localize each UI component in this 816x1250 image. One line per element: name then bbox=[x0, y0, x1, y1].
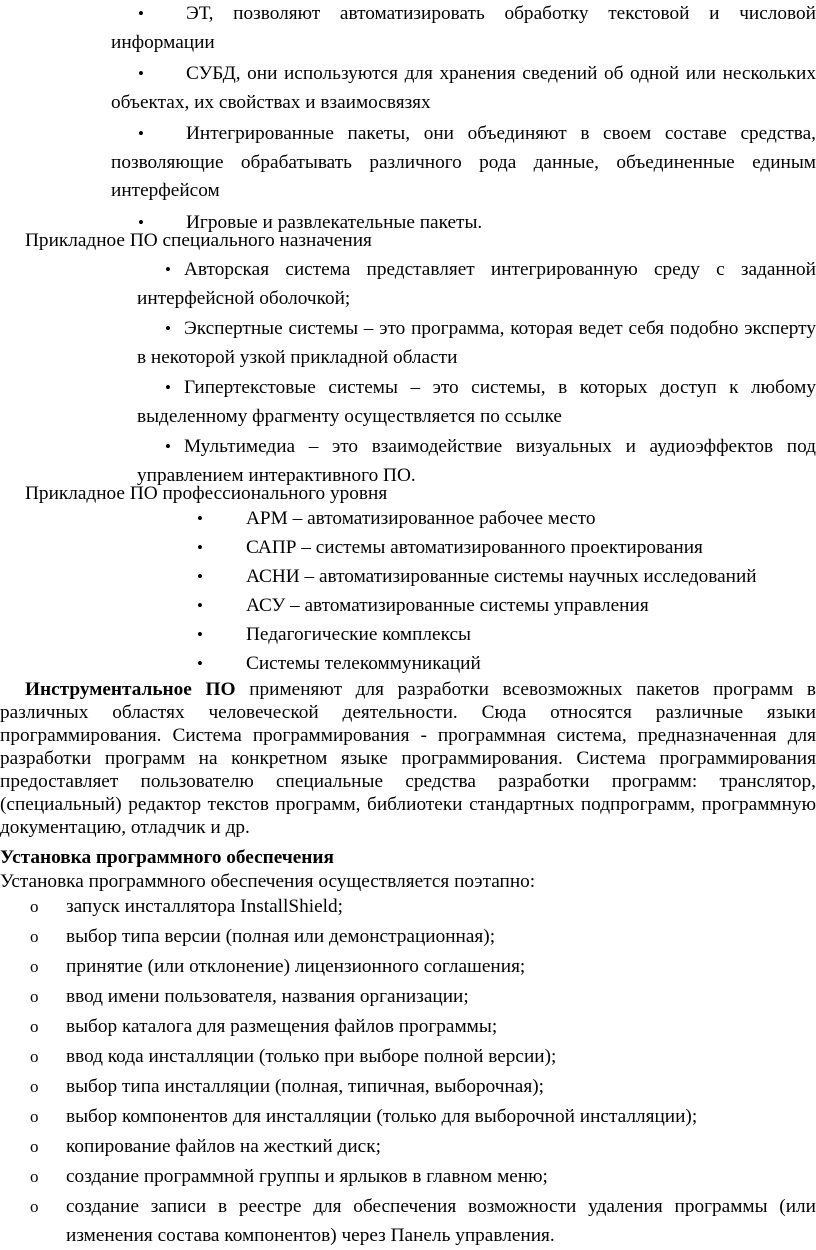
list-item-text: АРМ – автоматизированное рабочее место bbox=[246, 508, 596, 529]
install-intro: Установка программного обеспечения осуществляется поэтапно: bbox=[0, 871, 536, 892]
step-marker: o bbox=[30, 1047, 39, 1066]
list-item bbox=[0, 1043, 816, 1073]
list-item bbox=[0, 505, 816, 534]
step-marker: o bbox=[30, 1017, 39, 1036]
tools-term: Инструментальное ПО bbox=[25, 679, 236, 700]
list-item-text: Игровые и развлекательные пакеты. bbox=[186, 211, 483, 233]
list-item-text: выбор типа инсталляции (полная, типичная, выборочная); bbox=[66, 1076, 544, 1097]
special-list bbox=[0, 256, 816, 490]
step-marker: o bbox=[30, 957, 39, 976]
list-item-text: АСУ – автоматизированные системы управления bbox=[246, 595, 649, 616]
list-item-text: ЭТ, позволяют автоматизировать обработку текстовой и числовой информации bbox=[111, 3, 816, 53]
list-item bbox=[0, 893, 816, 923]
professional-list bbox=[0, 505, 816, 679]
install-steps bbox=[0, 893, 816, 1250]
list-item bbox=[0, 0, 816, 57]
bullet-icon: • bbox=[197, 596, 203, 615]
list-item bbox=[0, 923, 816, 953]
list-item bbox=[0, 1133, 816, 1163]
bullet-icon: • bbox=[165, 319, 171, 338]
bullet-icon: • bbox=[197, 509, 203, 528]
list-item-text: Авторская система представляет интегрированную среду с заданной интерфейсной оболочкой; bbox=[137, 259, 816, 309]
list-item-text: принятие (или отклонение) лицензионного соглашения; bbox=[66, 956, 526, 977]
list-item-text: Мультимедиа – это взаимодействие визуальных и аудиоэффектов под управлением интерактивного ПО. bbox=[137, 436, 816, 486]
list-item-text: Гипертекстовые системы – это системы, в которых доступ к любому выделенному фрагменту осуществляется по ссылке bbox=[137, 377, 816, 427]
list-item-text: Экспертные системы – это программа, которая ведет себя подобно эксперту в некоторой узкой прикладной области bbox=[137, 318, 816, 368]
bullet-icon: • bbox=[197, 625, 203, 644]
list-item-text: создание программной группы и ярлыков в главном меню; bbox=[66, 1166, 548, 1187]
list-item bbox=[0, 374, 816, 431]
step-marker: o bbox=[30, 1077, 39, 1096]
list-item bbox=[0, 256, 816, 313]
list-item bbox=[0, 60, 816, 117]
bullet-icon: • bbox=[138, 64, 144, 83]
intro-list bbox=[0, 0, 816, 237]
section-title-professional: Прикладное ПО профессионального уровня bbox=[25, 483, 388, 504]
bullet-icon: • bbox=[165, 260, 171, 279]
tools-paragraph bbox=[0, 678, 816, 839]
bullet-icon: • bbox=[138, 212, 144, 232]
list-item-text: АСНИ – автоматизированные системы научных исследований bbox=[246, 566, 757, 587]
list-item-text: САПР – системы автоматизированного проектирования bbox=[246, 537, 703, 558]
list-item bbox=[0, 953, 816, 983]
bullet-icon: • bbox=[138, 124, 144, 143]
list-item bbox=[0, 650, 816, 679]
step-marker: o bbox=[30, 1167, 39, 1186]
list-item-text: выбор каталога для размещения файлов программы; bbox=[66, 1016, 498, 1037]
list-item-text: ввод имени пользователя, названия организации; bbox=[66, 986, 469, 1007]
step-marker: o bbox=[30, 897, 39, 916]
list-item bbox=[0, 983, 816, 1013]
list-item bbox=[0, 1013, 816, 1043]
list-item-text: СУБД, они используются для хранения сведений об одной или нескольких объектах, их свойствах и взаимосвязях bbox=[111, 63, 816, 113]
bullet-icon: • bbox=[197, 654, 203, 673]
bullet-icon: • bbox=[165, 378, 171, 397]
step-marker: o bbox=[30, 987, 39, 1006]
list-item bbox=[0, 1103, 816, 1133]
step-marker: o bbox=[30, 1197, 39, 1216]
list-item-text: ввод кода инсталляции (только при выборе полной версии); bbox=[66, 1046, 557, 1067]
list-item-text: Педагогические комплексы bbox=[246, 624, 472, 645]
list-item-text: копирование файлов на жесткий диск; bbox=[66, 1136, 381, 1157]
list-item-text: Интегрированные пакеты, они объединяют в своем составе средства, позволяющие обрабатывать различного рода данные, объединенные единым интерфейсом bbox=[111, 123, 816, 201]
list-item bbox=[0, 1193, 816, 1250]
bullet-icon: • bbox=[165, 437, 171, 456]
step-marker: o bbox=[30, 1107, 39, 1126]
step-marker: o bbox=[30, 927, 39, 946]
list-item bbox=[0, 1073, 816, 1103]
list-item bbox=[0, 621, 816, 650]
step-marker: o bbox=[30, 1137, 39, 1156]
tools-text: применяют для разработки всевозможных пакетов программ в различных областях человеческой деятельности. Сюда относятся различные языки программирования. Система программирования - программная система, предназначенная для разработки программ на конкретном языке программирования. Система программирования предоставляет пользователю специальные средства разработки программ: транслятор, (специальный) редактор текстов программ, библиотеки стандартных подпрограмм, программную документацию, отладчик и др. bbox=[0, 679, 816, 838]
list-item bbox=[0, 315, 816, 372]
install-heading: Установка программного обеспечения bbox=[0, 847, 334, 868]
section-title-special: Прикладное ПО специального назначения bbox=[25, 230, 372, 251]
bullet-icon: • bbox=[138, 4, 144, 23]
list-item-text: выбор типа версии (полная или демонстрационная); bbox=[66, 926, 496, 947]
list-item bbox=[0, 120, 816, 206]
list-item-text: создание записи в реестре для обеспечения возможности удаления программы (или изменения состава компонентов) через Панель управления. bbox=[66, 1196, 816, 1246]
list-item bbox=[0, 534, 816, 563]
list-item bbox=[0, 1163, 816, 1193]
bullet-icon: • bbox=[197, 567, 203, 586]
bullet-icon: • bbox=[197, 538, 203, 557]
list-item-text: запуск инсталлятора InstallShield; bbox=[66, 896, 343, 917]
list-item bbox=[0, 592, 816, 621]
list-item bbox=[0, 563, 816, 592]
list-item-text: выбор компонентов для инсталляции (только для выборочной инсталляции); bbox=[66, 1106, 698, 1127]
list-item-text: Системы телекоммуникаций bbox=[246, 653, 481, 674]
